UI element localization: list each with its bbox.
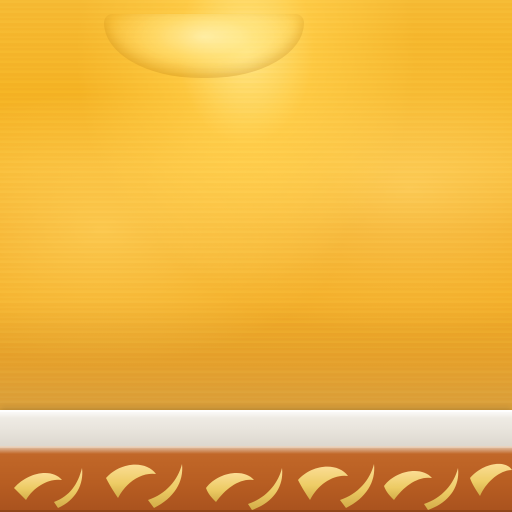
border-top-edge: [0, 446, 512, 454]
decorative-border-strip: [0, 446, 512, 512]
frame-highlight: [0, 410, 512, 418]
